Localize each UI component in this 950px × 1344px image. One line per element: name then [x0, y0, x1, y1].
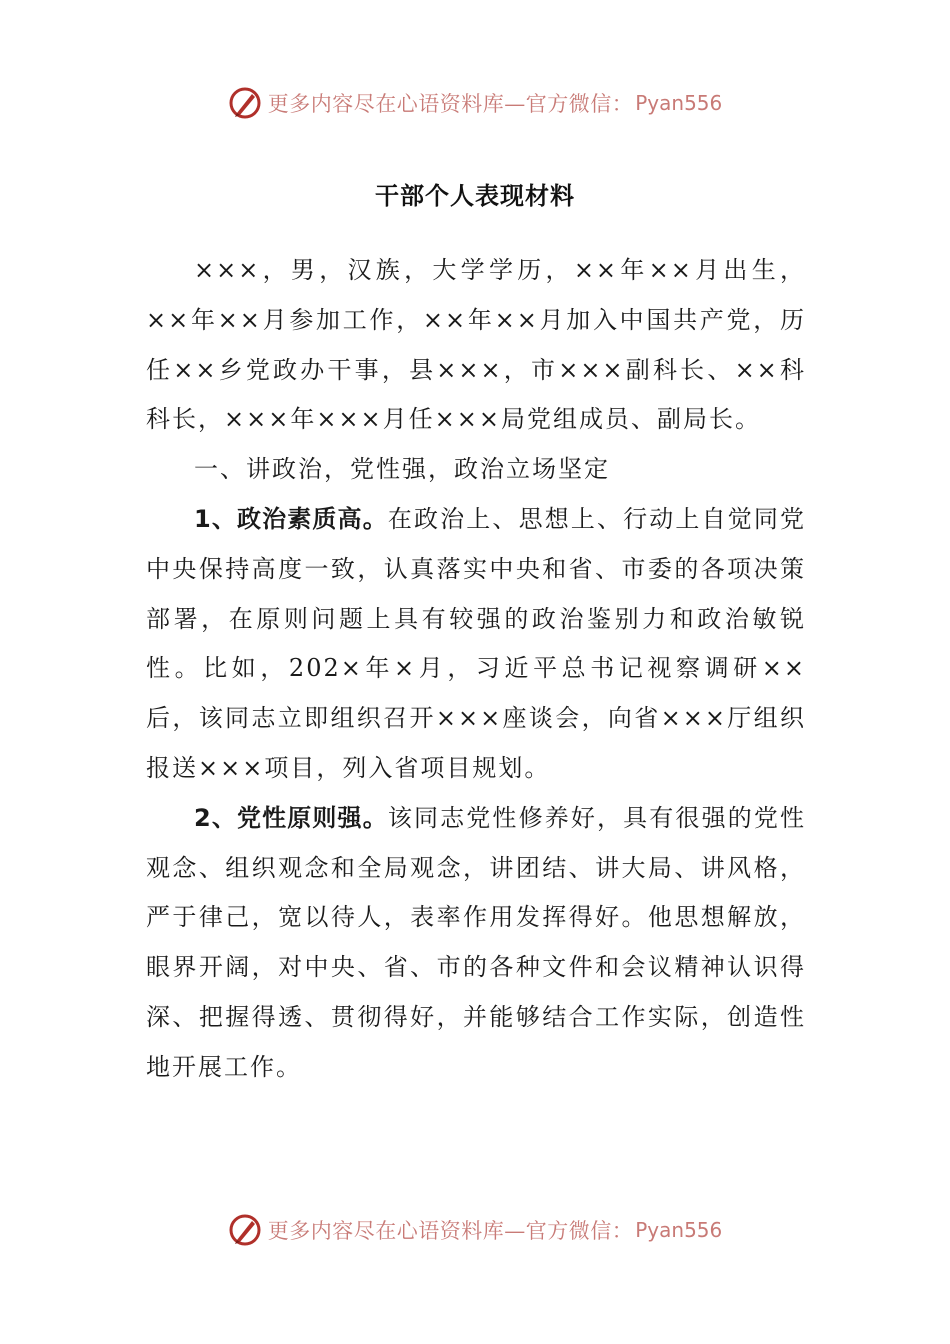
document-body: [146, 246, 806, 1093]
item-1-paragraph: [146, 495, 806, 794]
footer-slogan: 更多内容尽在心语资料库—官方微信：: [267, 1219, 634, 1243]
document-title: 干部个人表现材料: [375, 182, 575, 210]
quill-pen-logo-icon: [228, 1213, 262, 1247]
item-2-body: 该同志党性修养好，具有很强的党性观念、组织观念和全局观念，讲团结、讲大局、讲风格，严于律己，宽以待人，表率作用发挥得好。他思想解放，眼界开阔，对中央、省、市的各种文件和会议精神认识得深、把握得透、贯彻得好，并能够结合工作实际，创造性地开展工作。: [146, 803, 807, 1081]
intro-paragraph: ×××，男，汉族，大学学历，××年××月出生，××年××月参加工作，××年××月加入中国共产党，历任××乡党政办干事，县×××，市×××副科长、××科科长，×××年×××月任×××局党组成员、副局长。: [146, 256, 806, 434]
item-2-lead: 2、党性原则强。: [194, 803, 388, 832]
item-2-paragraph: [146, 794, 806, 1093]
header-banner: [0, 83, 950, 123]
footer-banner: [0, 1210, 950, 1250]
quill-pen-logo-icon: [228, 86, 262, 120]
header-slogan: 更多内容尽在心语资料库—官方微信：: [267, 92, 634, 116]
section-heading: 一、讲政治，党性强，政治立场坚定: [194, 455, 610, 484]
footer-wechat-id: Pyan556: [635, 1218, 723, 1242]
header-wechat-id: Pyan556: [635, 91, 723, 115]
item-1-lead: 1、政治素质高。: [194, 504, 388, 533]
item-1-body: 在政治上、思想上、行动上自觉同党中央保持高度一致，认真落实中央和省、市委的各项决策部署，在原则问题上具有较强的政治鉴别力和政治敏锐性。比如，202×年×月，习近平总书记视察调研××后，该同志立即组织召开×××座谈会，向省×××厅组织报送×××项目，列入省项目规划。: [146, 504, 807, 782]
